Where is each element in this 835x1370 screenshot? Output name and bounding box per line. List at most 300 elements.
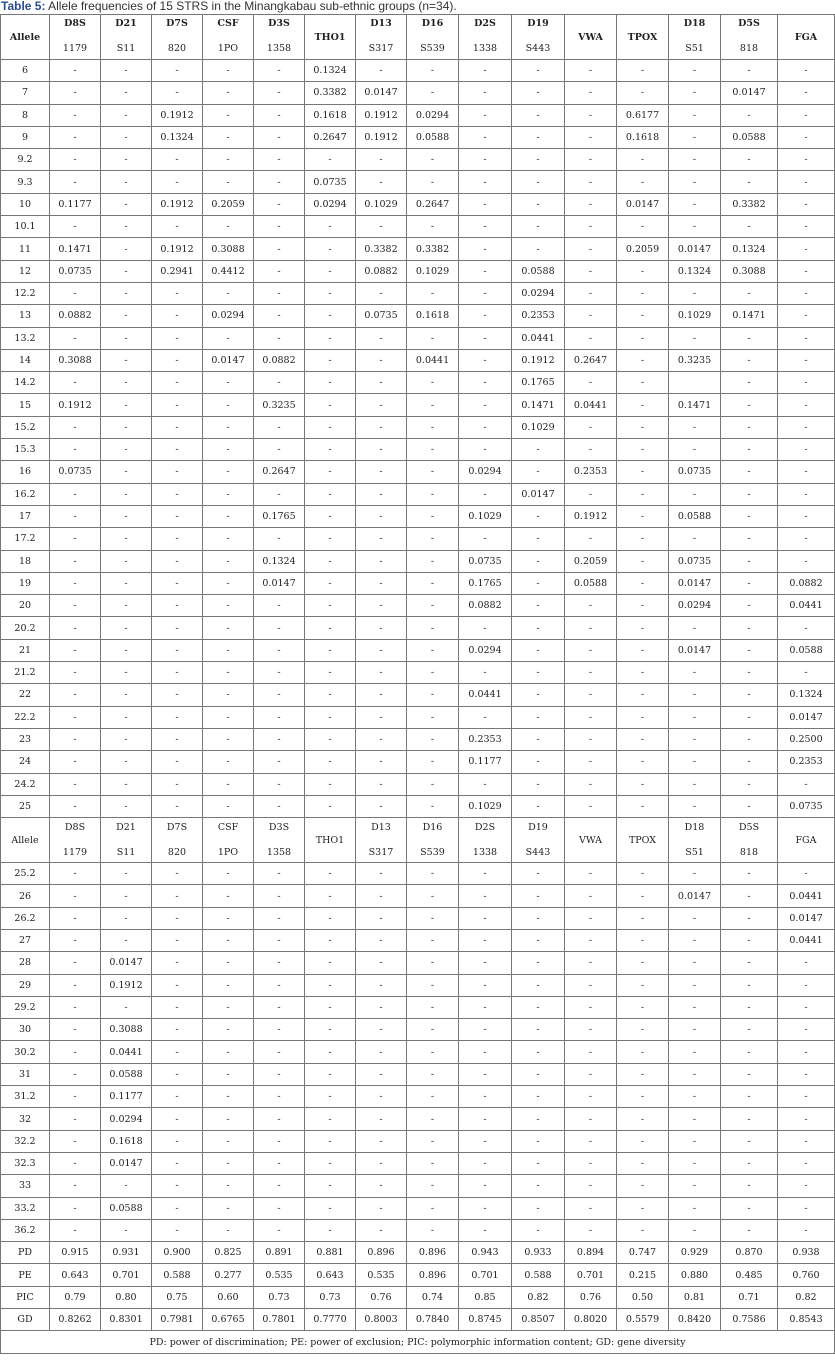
locus-name-line1: D7S (166, 822, 188, 834)
frequency-cell: - (101, 617, 152, 639)
frequency-cell: - (305, 1197, 356, 1219)
frequency-cell: - (459, 1175, 512, 1197)
frequency-cell: 0.0441 (407, 349, 459, 371)
frequency-cell: - (152, 952, 203, 974)
frequency-cell: - (101, 349, 152, 371)
frequency-cell: 0.8020 (565, 1309, 617, 1331)
frequency-cell: - (356, 706, 407, 728)
frequency-cell: - (669, 1219, 721, 1241)
frequency-cell: - (152, 528, 203, 550)
frequency-cell: - (565, 149, 617, 171)
frequency-cell: - (50, 1086, 101, 1108)
frequency-cell: - (407, 952, 459, 974)
frequency-cell: - (565, 773, 617, 795)
frequency-cell: - (101, 639, 152, 661)
locus-name-line2: 1338 (472, 43, 498, 54)
frequency-cell: - (356, 996, 407, 1018)
header-locus (101, 15, 152, 60)
frequency-cell: - (152, 595, 203, 617)
allele-cell: 12 (1, 260, 50, 282)
frequency-cell: - (305, 952, 356, 974)
frequency-cell: - (617, 572, 669, 594)
frequency-cell: - (356, 595, 407, 617)
frequency-cell: - (152, 216, 203, 238)
table-footnote: PD: power of discrimination; PE: power of exclusion; PIC: polymorphic information content; GD: gene diversity (1, 1331, 835, 1354)
frequency-cell: 0.1324 (254, 550, 305, 572)
frequency-cell: - (254, 171, 305, 193)
frequency-cell: - (512, 60, 565, 82)
frequency-cell: - (152, 706, 203, 728)
frequency-cell: - (50, 974, 101, 996)
frequency-cell: - (617, 216, 669, 238)
frequency-cell: 0.3235 (669, 349, 721, 371)
frequency-cell: 0.0147 (669, 238, 721, 260)
frequency-cell: - (617, 60, 669, 82)
frequency-cell: - (254, 617, 305, 639)
table-row (1, 282, 835, 304)
frequency-cell: - (512, 171, 565, 193)
frequency-cell: 0.7981 (152, 1309, 203, 1331)
frequency-cell: - (50, 550, 101, 572)
allele-cell: 32 (1, 1108, 50, 1130)
frequency-cell: - (305, 1152, 356, 1174)
table-row (1, 1197, 835, 1219)
frequency-cell: - (203, 1197, 254, 1219)
frequency-cell: - (356, 662, 407, 684)
frequency-cell: - (721, 60, 778, 82)
allele-cell: 11 (1, 238, 50, 260)
allele-cell: PIC (1, 1286, 50, 1308)
frequency-cell: - (669, 684, 721, 706)
frequency-cell: 0.1912 (565, 505, 617, 527)
frequency-cell: - (407, 1086, 459, 1108)
frequency-cell: - (617, 461, 669, 483)
frequency-cell: - (459, 104, 512, 126)
table-row (1, 372, 835, 394)
frequency-cell: - (459, 885, 512, 907)
frequency-cell: - (152, 1063, 203, 1085)
frequency-cell: 0.1029 (459, 505, 512, 527)
frequency-cell: - (203, 394, 254, 416)
frequency-cell: - (669, 171, 721, 193)
frequency-cell: - (101, 885, 152, 907)
frequency-cell: - (254, 773, 305, 795)
frequency-cell: - (459, 528, 512, 550)
frequency-cell: - (721, 394, 778, 416)
frequency-cell: - (669, 773, 721, 795)
frequency-cell: 0.0147 (721, 82, 778, 104)
frequency-cell: - (203, 885, 254, 907)
frequency-cell: 0.3382 (305, 82, 356, 104)
frequency-cell: 0.891 (254, 1242, 305, 1264)
frequency-cell: - (305, 282, 356, 304)
frequency-cell: - (512, 684, 565, 706)
frequency-cell: - (203, 1152, 254, 1174)
frequency-cell: - (778, 528, 835, 550)
frequency-cell: - (778, 1197, 835, 1219)
frequency-cell: - (305, 216, 356, 238)
frequency-cell: - (669, 1063, 721, 1085)
frequency-cell: 0.1471 (50, 238, 101, 260)
locus-name-line1: D21 (116, 822, 136, 834)
frequency-cell: - (101, 216, 152, 238)
repeated-header-locus (203, 818, 254, 863)
table-row (1, 216, 835, 238)
frequency-cell: - (101, 795, 152, 817)
allele-cell: 25 (1, 795, 50, 817)
frequency-cell: - (101, 327, 152, 349)
frequency-cell: 0.0294 (101, 1108, 152, 1130)
header-locus (721, 15, 778, 60)
frequency-cell: - (459, 1152, 512, 1174)
allele-cell: 36.2 (1, 1219, 50, 1241)
frequency-cell: - (203, 795, 254, 817)
frequency-cell: 0.1177 (50, 193, 101, 215)
frequency-cell: - (50, 282, 101, 304)
frequency-cell: - (617, 728, 669, 750)
frequency-cell: - (778, 171, 835, 193)
frequency-cell: - (565, 595, 617, 617)
locus-name-line1: D8S (64, 18, 86, 29)
frequency-cell: - (721, 1063, 778, 1085)
frequency-cell: 0.943 (459, 1242, 512, 1264)
frequency-cell: 0.73 (254, 1286, 305, 1308)
frequency-cell: 0.2647 (305, 126, 356, 148)
frequency-cell: - (203, 1219, 254, 1241)
frequency-cell: - (356, 1041, 407, 1063)
frequency-cell: - (407, 728, 459, 750)
frequency-cell: - (203, 82, 254, 104)
frequency-cell: 0.1765 (254, 505, 305, 527)
frequency-cell: - (617, 394, 669, 416)
frequency-cell: - (565, 1219, 617, 1241)
frequency-cell: - (356, 416, 407, 438)
locus-name-line2: S317 (368, 847, 394, 859)
frequency-cell: - (565, 996, 617, 1018)
header-locus: VWA (565, 15, 617, 60)
repeated-header-allele: Allele (1, 818, 50, 863)
frequency-cell: - (203, 1130, 254, 1152)
frequency-cell: - (512, 238, 565, 260)
frequency-cell: - (407, 595, 459, 617)
frequency-cell: - (356, 550, 407, 572)
frequency-cell: - (50, 104, 101, 126)
repeated-header-locus: FGA (778, 818, 835, 863)
frequency-cell: - (407, 929, 459, 951)
frequency-cell: - (254, 1063, 305, 1085)
frequency-cell: - (305, 1063, 356, 1085)
frequency-cell: - (721, 104, 778, 126)
frequency-cell: - (565, 662, 617, 684)
repeated-header-locus: VWA (565, 818, 617, 863)
table-row (1, 82, 835, 104)
allele-cell: PE (1, 1264, 50, 1286)
allele-cell: 12.2 (1, 282, 50, 304)
frequency-cell: - (669, 193, 721, 215)
frequency-cell: - (617, 952, 669, 974)
allele-cell: 19 (1, 572, 50, 594)
frequency-cell: - (459, 439, 512, 461)
frequency-cell: - (778, 104, 835, 126)
frequency-cell: - (203, 216, 254, 238)
frequency-cell: - (152, 996, 203, 1018)
frequency-cell: 0.0441 (778, 885, 835, 907)
frequency-cell: - (305, 439, 356, 461)
frequency-cell: - (356, 1063, 407, 1085)
frequency-cell: 0.0441 (101, 1041, 152, 1063)
frequency-cell: - (565, 528, 617, 550)
frequency-cell: - (152, 416, 203, 438)
frequency-cell: - (721, 1219, 778, 1241)
frequency-cell: - (152, 1108, 203, 1130)
allele-cell: 17.2 (1, 528, 50, 550)
frequency-cell: - (512, 1086, 565, 1108)
frequency-cell: - (152, 885, 203, 907)
frequency-cell: - (254, 372, 305, 394)
frequency-cell: - (305, 996, 356, 1018)
frequency-cell: - (254, 1041, 305, 1063)
allele-cell: 33.2 (1, 1197, 50, 1219)
frequency-cell: 0.896 (407, 1264, 459, 1286)
frequency-cell: - (101, 416, 152, 438)
locus-name-line1: D2S (474, 822, 496, 834)
frequency-cell: 0.0588 (101, 1197, 152, 1219)
header-locus (459, 15, 512, 60)
frequency-cell: - (512, 728, 565, 750)
frequency-cell: - (152, 1130, 203, 1152)
frequency-cell: - (407, 885, 459, 907)
frequency-cell: - (778, 416, 835, 438)
frequency-cell: - (254, 952, 305, 974)
frequency-cell: - (203, 684, 254, 706)
frequency-cell: - (152, 751, 203, 773)
frequency-cell: - (512, 149, 565, 171)
frequency-cell: - (617, 171, 669, 193)
frequency-cell: - (459, 483, 512, 505)
frequency-cell: - (778, 238, 835, 260)
frequency-cell: - (721, 282, 778, 304)
frequency-cell: 0.0735 (356, 305, 407, 327)
frequency-cell: - (407, 1130, 459, 1152)
frequency-cell: - (254, 1197, 305, 1219)
frequency-cell: - (778, 974, 835, 996)
header-locus (407, 15, 459, 60)
table-row (1, 1286, 835, 1308)
frequency-cell: - (305, 863, 356, 885)
frequency-cell: - (407, 394, 459, 416)
frequency-cell: - (565, 863, 617, 885)
frequency-cell: - (407, 60, 459, 82)
allele-cell: 20.2 (1, 617, 50, 639)
frequency-cell: - (459, 416, 512, 438)
frequency-cell: - (50, 996, 101, 1018)
frequency-cell: - (101, 60, 152, 82)
frequency-cell: - (203, 996, 254, 1018)
allele-cell: 31 (1, 1063, 50, 1085)
locus-name-line2: S11 (116, 847, 136, 859)
frequency-cell: - (778, 349, 835, 371)
frequency-cell: - (203, 416, 254, 438)
frequency-cell: - (254, 216, 305, 238)
frequency-cell: 0.50 (617, 1286, 669, 1308)
locus-name-line1: D5S (738, 822, 760, 834)
frequency-cell: - (101, 505, 152, 527)
frequency-cell: - (407, 1063, 459, 1085)
frequency-cell: - (356, 483, 407, 505)
frequency-cell: - (254, 282, 305, 304)
repeated-header-locus (101, 818, 152, 863)
allele-cell: 14.2 (1, 372, 50, 394)
frequency-cell: - (565, 327, 617, 349)
frequency-cell: 0.0147 (203, 349, 254, 371)
frequency-cell: - (50, 1130, 101, 1152)
frequency-cell: - (407, 662, 459, 684)
frequency-cell: - (565, 416, 617, 438)
frequency-cell: - (101, 126, 152, 148)
frequency-cell: - (669, 1175, 721, 1197)
header-locus (152, 15, 203, 60)
frequency-cell: 0.81 (669, 1286, 721, 1308)
locus-name-line1: D13 (371, 822, 391, 834)
frequency-cell: - (152, 662, 203, 684)
allele-cell: 8 (1, 104, 50, 126)
frequency-cell: - (512, 550, 565, 572)
frequency-cell: - (512, 82, 565, 104)
frequency-cell: - (305, 1175, 356, 1197)
allele-cell: 25.2 (1, 863, 50, 885)
frequency-cell: 0.2353 (778, 751, 835, 773)
frequency-cell: 0.0882 (459, 595, 512, 617)
table-row (1, 439, 835, 461)
frequency-cell: - (512, 1019, 565, 1041)
frequency-cell: - (407, 1197, 459, 1219)
frequency-cell: - (459, 1041, 512, 1063)
frequency-cell: - (356, 327, 407, 349)
locus-name-line2: 1358 (266, 43, 292, 54)
frequency-cell: - (721, 505, 778, 527)
frequency-cell: - (305, 595, 356, 617)
frequency-cell: - (512, 751, 565, 773)
frequency-cell: - (356, 617, 407, 639)
frequency-cell: 0.2647 (407, 193, 459, 215)
frequency-cell: 0.5579 (617, 1309, 669, 1331)
frequency-cell: - (512, 1175, 565, 1197)
frequency-cell: - (152, 149, 203, 171)
frequency-cell: - (459, 1108, 512, 1130)
frequency-cell: - (617, 483, 669, 505)
frequency-cell: - (512, 126, 565, 148)
frequency-cell: - (356, 461, 407, 483)
table-row (1, 1108, 835, 1130)
table-row (1, 126, 835, 148)
locus-name-line1: D21 (115, 18, 137, 29)
frequency-cell: - (565, 126, 617, 148)
frequency-cell: - (152, 82, 203, 104)
frequency-cell: - (407, 1019, 459, 1041)
frequency-cell: - (203, 728, 254, 750)
frequency-cell: - (512, 104, 565, 126)
frequency-cell: 0.0147 (512, 483, 565, 505)
frequency-cell: 0.8543 (778, 1309, 835, 1331)
frequency-cell: - (50, 929, 101, 951)
table-row (1, 1041, 835, 1063)
repeated-header-locus (459, 818, 512, 863)
frequency-cell: 0.0147 (778, 706, 835, 728)
frequency-cell: - (459, 662, 512, 684)
frequency-cell: 0.933 (512, 1242, 565, 1264)
frequency-cell: 0.8507 (512, 1309, 565, 1331)
frequency-cell: - (617, 1175, 669, 1197)
frequency-cell: - (407, 863, 459, 885)
frequency-cell: - (203, 461, 254, 483)
frequency-cell: - (512, 216, 565, 238)
frequency-cell: - (721, 662, 778, 684)
frequency-cell: - (512, 1063, 565, 1085)
frequency-cell: - (356, 528, 407, 550)
frequency-cell: - (407, 974, 459, 996)
frequency-cell: 0.0735 (305, 171, 356, 193)
frequency-cell: 0.485 (721, 1264, 778, 1286)
frequency-cell: - (50, 1152, 101, 1174)
frequency-cell: 0.880 (669, 1264, 721, 1286)
frequency-cell: - (778, 550, 835, 572)
frequency-cell: 0.1029 (356, 193, 407, 215)
frequency-cell: - (565, 483, 617, 505)
frequency-cell: - (512, 1041, 565, 1063)
frequency-cell: - (778, 662, 835, 684)
frequency-cell: - (512, 706, 565, 728)
frequency-cell: - (721, 572, 778, 594)
frequency-cell: - (305, 528, 356, 550)
header-locus (254, 15, 305, 60)
frequency-cell: - (305, 238, 356, 260)
frequency-cell: 0.896 (407, 1242, 459, 1264)
allele-cell: 20 (1, 595, 50, 617)
frequency-cell: - (152, 1086, 203, 1108)
frequency-cell: - (152, 974, 203, 996)
allele-cell: 23 (1, 728, 50, 750)
locus-name-line2: S539 (420, 847, 445, 859)
allele-cell: 26.2 (1, 907, 50, 929)
frequency-cell: - (565, 706, 617, 728)
frequency-cell: - (50, 505, 101, 527)
frequency-cell: 0.1765 (459, 572, 512, 594)
frequency-cell: - (669, 1041, 721, 1063)
table-row (1, 795, 835, 817)
frequency-cell: - (50, 416, 101, 438)
frequency-cell: - (152, 572, 203, 594)
allele-cell: 21 (1, 639, 50, 661)
frequency-cell: - (152, 1019, 203, 1041)
frequency-cell: - (669, 416, 721, 438)
table-row (1, 149, 835, 171)
locus-name-line2: 1179 (62, 43, 88, 54)
frequency-cell: - (254, 327, 305, 349)
frequency-cell: 0.0147 (617, 193, 669, 215)
frequency-cell: - (254, 751, 305, 773)
frequency-cell: - (565, 1041, 617, 1063)
frequency-cell: 0.60 (203, 1286, 254, 1308)
frequency-cell: 0.588 (512, 1264, 565, 1286)
frequency-cell: - (203, 595, 254, 617)
table-row (1, 505, 835, 527)
frequency-cell: - (203, 952, 254, 974)
frequency-cell: - (669, 60, 721, 82)
frequency-cell: 0.0735 (669, 550, 721, 572)
frequency-cell: - (50, 595, 101, 617)
frequency-cell: - (356, 1197, 407, 1219)
allele-cell: 7 (1, 82, 50, 104)
